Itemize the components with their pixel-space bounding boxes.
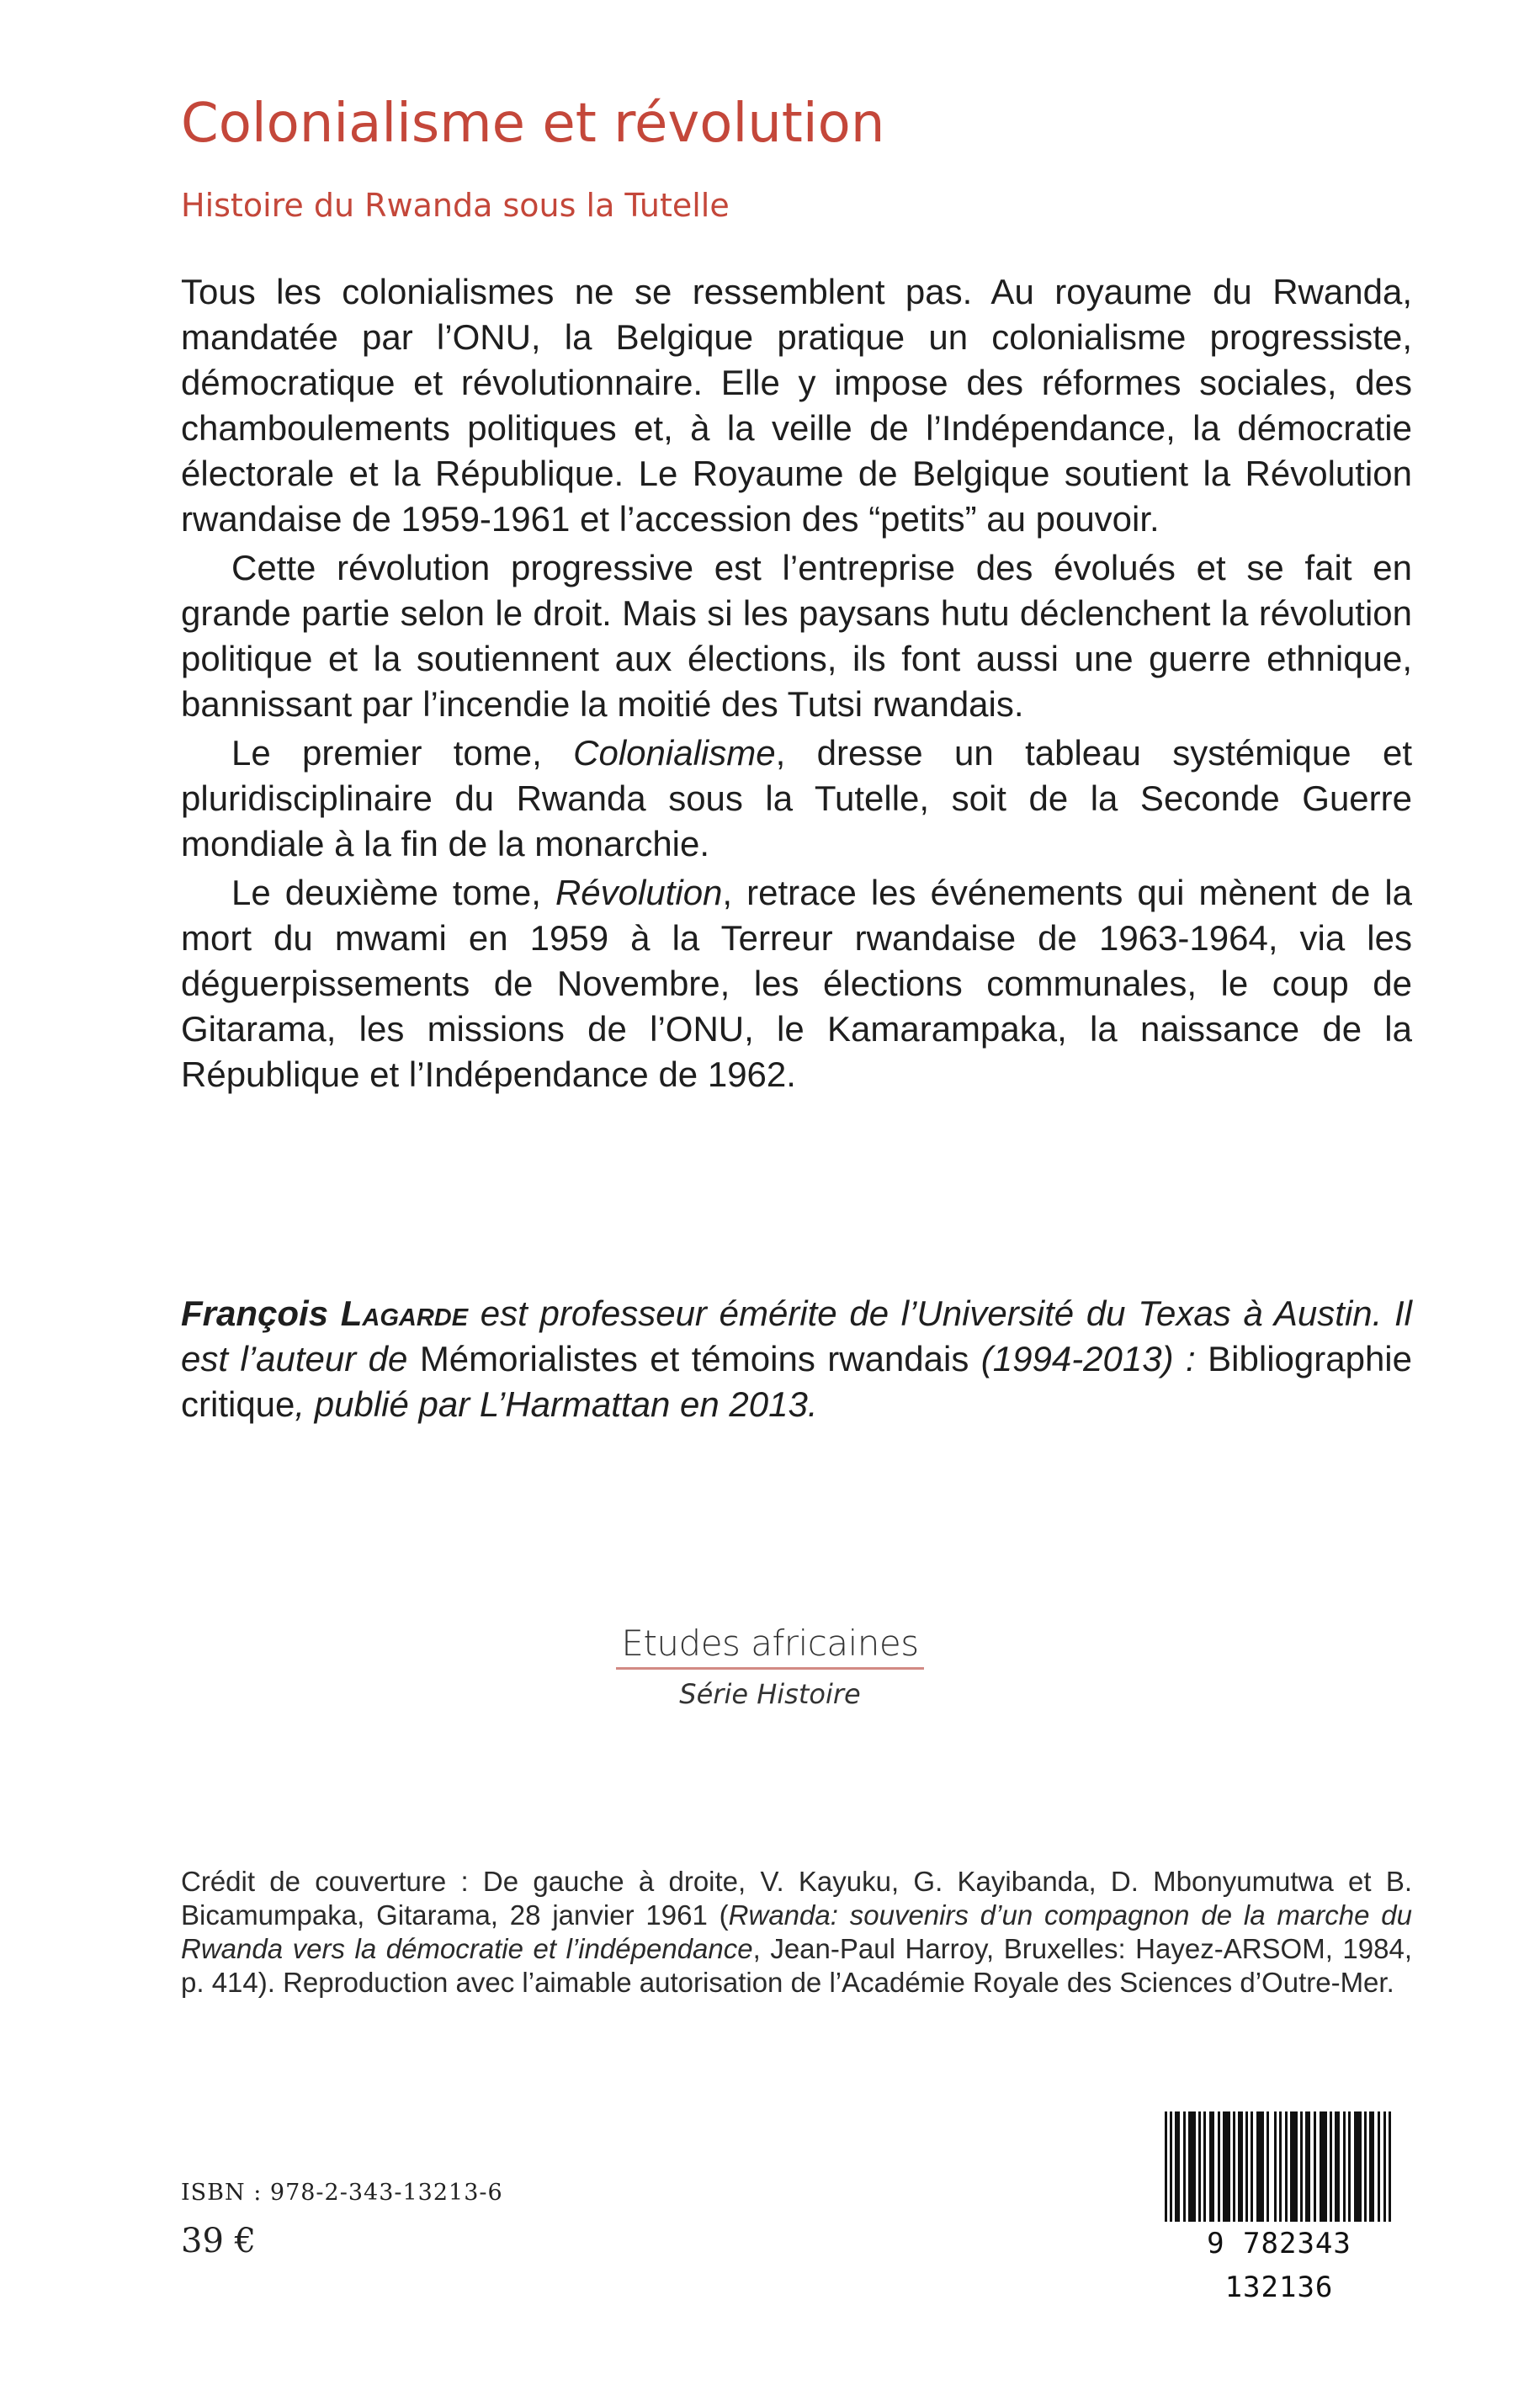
series-logo	[0, 1623, 1540, 1710]
summary-p3-end: , dresse un tableau systémique et pluridisciplinaire du Rwanda sous la Tutelle, soit de la Seconde Guerre mondiale à la fin de la monarchie.	[181, 733, 1412, 863]
author-book-title-1: Mémorialistes et témoins rwandais	[419, 1339, 969, 1378]
author-bio-text-2: (1994-2013) :	[969, 1339, 1208, 1378]
cover-credit	[181, 1865, 1412, 2000]
summary-p4-start: Le deuxième tome,	[231, 873, 555, 912]
summary-p4-tome-title: Révolution	[555, 873, 723, 912]
summary-p3-tome-title: Colonialisme	[573, 733, 776, 773]
summary-paragraph-1: Tous les colonialismes ne se ressemblent pas. Au royaume du Rwanda, mandatée par l’ONU, la Belgique pratique un colonialisme progressiste, démocratique et révolutionnaire. Elle y impose des réformes sociales, des chamboulements politiques et, à la veille de l’Indépendance, la démocratie électorale et la République. Le Royaume de Belgique soutient la Révolution rwandaise de 1959-1961 et l’accession des “petits” au pouvoir.	[181, 272, 1412, 539]
summary-paragraph-4	[181, 870, 1412, 1097]
credit-text-1: Crédit de couverture : De gauche à droite, V. Kayuku, G. Kayibanda, D. Mbonyumutwa et B. Bicamumpaka, Gitarama, 28 janvier 1961 (	[181, 1866, 1412, 1931]
author-first-name: François	[181, 1293, 341, 1333]
author-last-name: Lagarde	[340, 1293, 469, 1333]
series-name: Etudes africaines	[616, 1623, 923, 1670]
author-book-title-2: Bibliographie critique	[181, 1339, 1412, 1424]
credit-source-title: Rwanda: souvenirs d’un compagnon de la marche du Rwanda vers la démocratie et l’indépendance	[181, 1899, 1412, 1964]
book-title: Colonialisme et révolution	[181, 93, 885, 155]
series-subseries: Série Histoire	[679, 1678, 861, 1710]
summary-paragraph-2: Cette révolution progressive est l’entreprise des évolués et se fait en grande partie selon le droit. Mais si les paysans hutu déclenchent la révolution politique et la soutiennent aux élections, ils font aussi une guerre ethnique, bannissant par l’incendie la moitié des Tutsi rwandais.	[181, 548, 1412, 724]
barcode-digits: 9 782343 132136	[1146, 2222, 1412, 2309]
summary-p3-start: Le premier tome,	[231, 733, 574, 773]
book-subtitle: Histoire du Rwanda sous la Tutelle	[181, 187, 730, 224]
isbn: ISBN : 978-2-343-13213-6	[181, 2180, 503, 2206]
author-bio-text-1: est professeur émérite de l’Université du Texas à Austin. Il est l’auteur de	[181, 1293, 1412, 1378]
summary-p4-end: , retrace les événements qui mènent de la mort du mwami en 1959 à la Terreur rwandaise de 1963-1964, via les déguerpissements de Novembre, les élections communales, le coup de Gitarama, les missions de l’ONU, le Kamarampaka, la naissance de la République et l’Indépendance de 1962.	[181, 873, 1413, 1094]
author-bio-text-3: , publié par L’Harmattan en 2013.	[295, 1384, 818, 1424]
price: 39 €	[181, 2222, 257, 2260]
summary-paragraph-3	[181, 730, 1412, 867]
author-bio	[181, 1291, 1412, 1427]
back-cover-summary	[181, 269, 1412, 1097]
credit-text-2: , Jean-Paul Harroy, Bruxelles: Hayez-ARSOM, 1984, p. 414). Reproduction avec l’aimable autorisation de l’Académie Royale des Sciences d’Outre-Mer.	[181, 1933, 1412, 1998]
